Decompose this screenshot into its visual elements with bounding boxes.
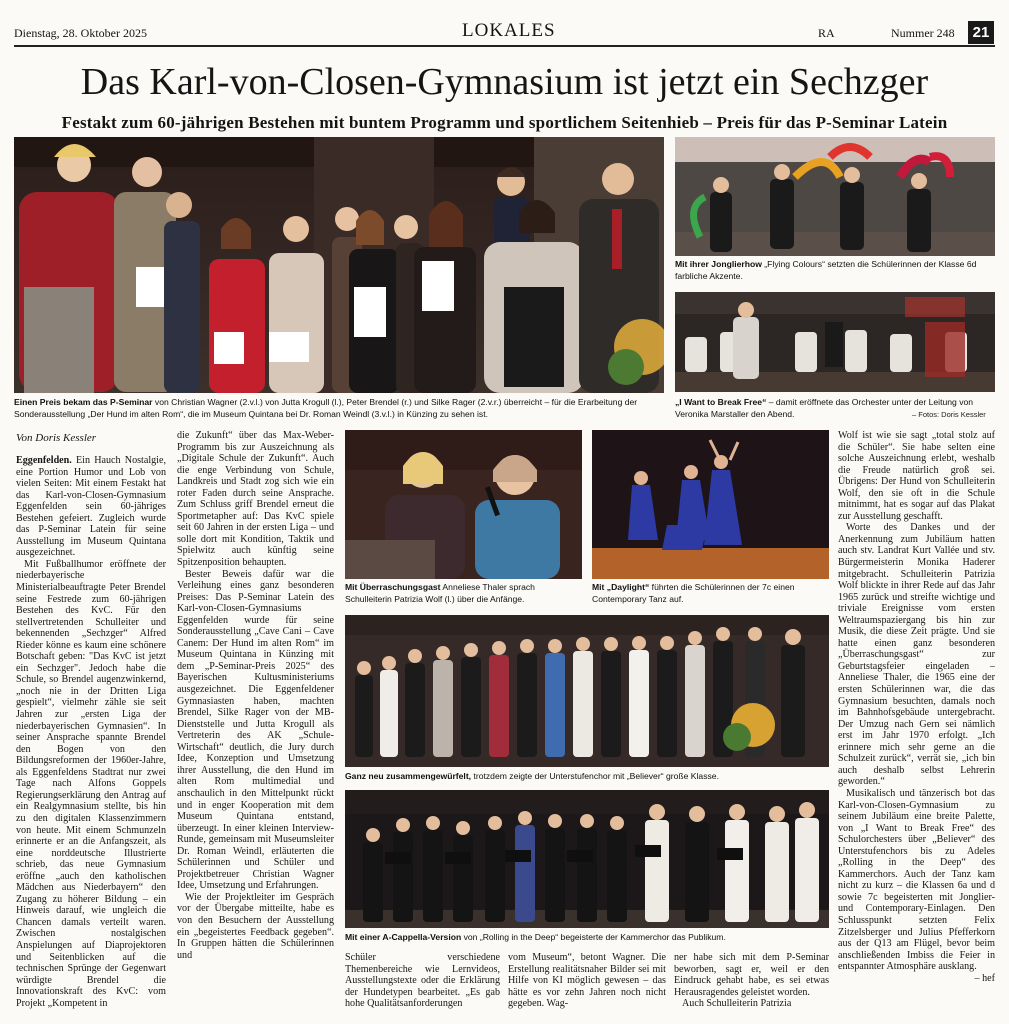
- header-rule: [14, 45, 995, 47]
- headline: Das Karl-von-Closen-Gymnasium ist jetzt ein Sechzger: [80, 61, 929, 103]
- article-paragraph-future: die Zukunft“ über das Max-Weber-Programm bis zur Auszeichnung als „Digitale Schule der Zukunft“. Auch die enge Verbindung von Schule, Landkreis und Stadt zog sich wie ein roter Faden durch seine Ansprache. Zum Schluss griff Brendel erneut die Sportmetapher auf: Das KvC spiele seit 60 Jahren in der ersten Liga – und solle dort mit Kondition, Taktik und Spielwitz auch künftig seine Spitzenposition behaupten.: [177, 430, 334, 569]
- photo-surprise-guest: [345, 430, 582, 579]
- article-column-6: [838, 430, 995, 1022]
- caption-orchestra-lead: „I Want to Break Free“: [675, 397, 767, 407]
- subheadline: Festakt zum 60-jährigen Bestehen mit buntem Programm und sportlichem Seitenhieb – Preis für das P-Seminar Latein: [61, 113, 948, 132]
- byline: Von Doris Kessler: [16, 432, 97, 444]
- article-paragraph-brendel: Mit Fußballhumor eröffnete der niederbayerische Ministerialbeauftragte Peter Brendel seine Festrede zum 60-jährigen Bestehen des KvC. Für den stellvertretenden Schulleiter und bekennenden „Sechzger“ Alfred Rieder könne es kaum eine schönere Botschaft geben: "Das KvC ist jetzt ein Sechzger". Jedoch habe die Schule, so Brendel augenzwinkernd, „noch nie in der Dritten Liga gespielt“, vielmehr zähle sie seit Jahren zur „ersten Liga der niederbayerischen Gymnasien“. In seiner Ansprache spannte Brendel den Bogen von den Bildungsreformen der 1960er-Jahre, als Eggenfeldens Stadtrat nur zwei Tage nach Alfons Goppels Regierungserklärung den Antrag auf ein Realgymnasium stellte, bis hin zu den digitalen Klassenzimmern von heute. Mit einem Schmunzeln erinnerte er an die Anfangszeit, als eine norddeutsche Illustrierte schrieb, das neue Gymnasium eröffne „auch den katholischen Mädchen aus Niederbayern“ den Zugang zu höherer Bildung – ein Hinweis darauf, wie ungleich die Chancen damals verteilt waren. Zwischen nostalgischen Anspielungen auf Diaprojektoren und Seitenblicken auf die technischen Sprünge der Gegenwart würdigte Brendel die Innovationskraft des KvC: vom Projekt „Kompetent in: [16, 558, 166, 1009]
- caption-daylight-dance: [592, 582, 829, 605]
- issue-number: Nummer 248: [891, 26, 955, 40]
- caption-chamber-choir: [345, 932, 829, 944]
- caption-award-ceremony: [14, 397, 664, 420]
- article-paragraph-proud: Wolf ist wie sie sagt „total stolz auf die Schüler“. Sie habe selten eine solche Auszeichnung erlebt, weshalb die Freude natürlich groß sei. Übrigens: Der Hund von Schulleiterin Wolf, den sie oft in die Schule mitnimmt, hat es sogar auf das Plakat zur Ausstellung geschafft.: [838, 430, 995, 522]
- edition-code: RA: [818, 26, 835, 40]
- article-paragraph-award: Bester Beweis dafür war die Verleihung eines ganz besonderen Preises: Das P-Seminar Latein des Karl-von-Closen-Gymnasiums Eggenfelden wurde für seine Sonderausstellung „Cave Cani – Cave Canem: Der Hund im alten Rom“ im Museum Quintana in Künzing mit dem „P-Seminar-Preis 2025“ des Bayerischen Kultusministeriums ausgezeichnet. Die Eggenfeldener Gymnasiasten haben, machten Brendel, Silke Rager von der MB-Dienststelle und Jutta Krogull als Vertreterin des AK „Schule-Wirtschaft“ deutlich, die Jury durch Idee, Konzeption und Umsetzung ihrer Ausstellung, die den Hund im alten Rom multimedial und anschaulich in den Mittelpunkt rückt und in enger Kooperation mit dem Museum Quintana entstand, überzeugt. In einer kleinen Interview-Runde, gemeinsam mit Museumsleiter Dr. Roman Weindl, erläuterten die Schülerinnen und Schüler und Projektbetreuer Christian Wagner Idee, Umsetzung und Erfahrungen.: [177, 568, 334, 892]
- caption-guest-lead: Mit Überraschungsgast: [345, 582, 441, 592]
- caption-acappella-text: von „Rolling in the Deep“ begeisterte der Kammerchor das Publikum.: [461, 932, 726, 942]
- caption-daylight-lead: Mit „Daylight“: [592, 582, 650, 592]
- caption-juggling-lead: Mit ihrer Jonglierhow: [675, 259, 762, 269]
- article-paragraph-application: ner habe sich mit dem P-Seminar beworben, sagt er, weil er den Eindruck gehabt habe, es sei etwas Herausragendes geleistet worden.: [674, 952, 829, 998]
- article-column-2: [177, 430, 334, 1022]
- issue-date: Dienstag, 28. Oktober 2025: [14, 26, 147, 40]
- article-paragraph-feedback: Wie der Projektleiter im Gespräch vor der Übergabe mitteilte, habe es von den Besuchern der Ausstellung ein „begeistertes Feedback gegeben“. In Gruppen hätten die Schülerinnen und: [177, 891, 334, 961]
- caption-acappella-lead: Mit einer A-Cappella-Version: [345, 932, 462, 942]
- caption-choir-lead: Ganz neu zusammengewürfelt,: [345, 771, 472, 781]
- caption-surprise-guest: [345, 582, 582, 605]
- photo-juggling-show: [675, 137, 995, 256]
- article-paragraph-music: Musikalisch und tänzerisch bot das Karl-von-Closen-Gymnasium zu seinem Jubiläum eine breite Palette, von „I Want to Break Free“ des Schulorchesters über „Believer“ des Unterstufenchors bis zu Adeles „Rolling in the Deep“ des Kammerchors. Auch der Tanz kam nicht zu kurz – die Klassen 6a und d sowie 7c begeisterten mit Jonglier- und Contemporary-Einlagen. Den Schlusspunkt setzten Felix Zitzelsberger und Julius Pfefferkorn aus der Q13 am Flügel, bevor beim anschließenden Imbiss die Feier in entspannter Atmosphäre ausklang.: [838, 787, 995, 973]
- photo-chamber-choir: [345, 790, 829, 928]
- article-paragraph-museum: vom Museum“, betont Wagner. Die Erstellung realitätsnaher Bilder sei mit Hilfe von KI möglich gewesen – das hätte es vor zehn Jahren noch nicht gegeben. Wag-: [508, 952, 666, 1010]
- photo-daylight-dance: [592, 430, 829, 579]
- article-column-4: [508, 952, 666, 1022]
- caption-orchestra-text: – damit eröffnete das Orchester unter der Leitung von Veronika Marstaller den Abend.: [675, 397, 974, 419]
- author-signature: – hef: [974, 972, 995, 984]
- photo-orchestra: [675, 292, 995, 392]
- caption-guest-text: Anneliese Thaler sprach Schulleiterin Patrizia Wolf (l.) über die Anfänge.: [345, 582, 535, 604]
- photo-award-ceremony: [14, 137, 664, 393]
- section-title: LOKALES: [462, 20, 556, 41]
- article-column-5: [674, 952, 829, 1022]
- photo-credit: – Fotos: Doris Kessler: [912, 410, 986, 419]
- page-number: 21: [968, 21, 994, 44]
- article-paragraph-anniversary: Worte des Dankes und der Anerkennung zum Jubiläum hatten auch stv. Landrat Kurt Vallée und stv. Bürgermeisterin Monika Haderer mitgebracht. Schulleiterin Patrizia Wolf blickte in ihrer Rede auf das Jahr 1965 zurück und streifte wichtige und triviale Ereignisse vom ersten Weltraumspaziergang bis hin zur Musik, die diese Zeit prägte. Und sie hatte einen ganz besonderen „Überraschungsgast“ zur Geburtstagsfeier eingeladen – Anneliese Thaler, die 1965 eine der ersten Schülerinnen war, die das Gymnasium besuchten, damals noch im Bahnhofsgebäude untergebracht. Der Umzug nach Gern sei nämlich erst im Jahr 1970 erfolgt. „Ich erinnere mich sehr gerne an die Schulzeit zurück“, verrät sie, „ich bin auch deshalb selbst Lehrerin geworden.“: [838, 522, 995, 788]
- dateline: Eggenfelden.: [16, 455, 72, 466]
- article-column-3: [345, 952, 500, 1022]
- photo-junior-choir: [345, 615, 829, 767]
- caption-juggling-text: „Flying Colours“ setzten die Schülerinnen der Klasse 6d farbliche Akzente.: [675, 259, 977, 281]
- caption-juggling-show: [675, 259, 995, 282]
- caption-award-lead: Einen Preis bekam das P-Seminar: [14, 397, 153, 407]
- article-column-1: [16, 455, 166, 1021]
- caption-choir-text: trotzdem zeigte der Unterstufenchor mit „Believer“ große Klasse.: [471, 771, 719, 781]
- caption-junior-choir: [345, 771, 829, 783]
- caption-award-text: von Christian Wagner (2.v.l.) von Jutta Krogull (l.), Peter Brendel (r.) und Silke Rager (2.v.r.) überreicht – für die Erarbeitung der Sonderausstellung „Der Hund im alten Rom“, die im Museum Quintana bei Dr. Roman Weindl (3.v.l.) in Künzing zu sehen ist.: [14, 397, 638, 419]
- article-paragraph-principal: Auch Schulleiterin Patrizia: [682, 998, 792, 1010]
- article-paragraph-themes: Schüler verschiedene Themenbereiche wie Lernvideos, Ausstellungstexte oder die Erklärung der Hundetypen bearbeitet. „Es gab hohe Qualitätsanforderungen: [345, 952, 500, 1010]
- article-intro: Ein Hauch Nostalgie, eine Portion Humor und Lob von vielen Seiten: Mit einem Festakt hat das Karl-von-Closen-Gymnasium Eggenfelden sein 60-jähriges Bestehen gefeiert. Zugleich wurde das P-Seminar Latein für seine Ausstellung im Museum Quintana ausgezeichnet.: [16, 455, 166, 559]
- caption-daylight-text: führten die Schülerinnen der 7c einen Contemporary Tanz auf.: [592, 582, 795, 604]
